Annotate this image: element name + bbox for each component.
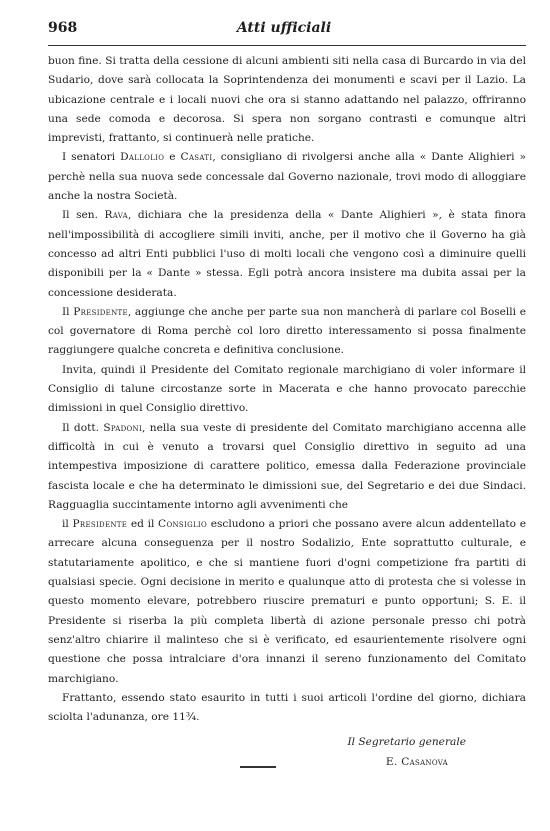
p4-text-b: , aggiunge che anche per parte sua non mancherà di parlare col Boselli e col governatore di Roma perchè col loro diretto interessamento si possa finalmente raggiungere qualche concreta e definitiva conclusione. [48, 305, 526, 357]
running-title: Atti ufficiali [236, 20, 332, 36]
paragraph-2 [48, 148, 526, 206]
p2-text-b: e [164, 151, 181, 164]
senator-dallolio: Dallolio [120, 151, 165, 164]
presidente-name-2: Presidente [72, 518, 128, 531]
header-rule [48, 45, 526, 46]
senator-rava: Rava [104, 209, 128, 222]
senator-casati: Casati [180, 151, 213, 164]
p6-text-a: Il dott. [62, 421, 104, 434]
page-number: 968 [48, 20, 78, 36]
consiglio-name: Consiglio [158, 518, 208, 531]
paragraph-8: Frattanto, essendo stato esaurito in tutti i suoi articoli l'ordine del giorno, dichiara sciolta l'adunanza, ore 11¾. [48, 691, 526, 724]
p6-text-b: , nella sua veste di presidente del Comitato marchigiano accenna alle difficoltà in cui è venuto a trovarsi quel Consiglio direttivo in seguito ad una intempestiva imposizione di carattere politico, emessa dalla Federazione provinciale fascista locale e che ha determinato le dimissioni sue, del Segretario e dei due Sindaci. Ragguaglia succintamente intorno agli avvenimenti che [48, 421, 526, 511]
paragraph-3 [48, 206, 526, 302]
presidente-name: Presidente [73, 305, 128, 318]
signature-title: Il Segretario generale [347, 736, 466, 749]
p3-text-b: , dichiara che la presidenza della « Dante Alighieri », è stata finora nell'impossibilità di accogliere simili inviti, anche, per il motivo che il Governo ha già concesso ad altri Enti pubblici l'uso di molti locali che vengono così a diminuire quelli disponibili per la « Dante » stessa. Egli potrà ancora insistere ma dubita assai per la concessione desiderata. [48, 209, 526, 299]
p3-text-a: Il sen. [62, 209, 105, 222]
paragraph-4 [48, 303, 526, 361]
paragraph-7 [48, 515, 526, 689]
paragraph-5: Invita, quindi il Presidente del Comitato regionale marchigiano di voler informare il Consiglio di talune circostanze sorte in Macerata e che hanno provocato parecchie dimissioni in quel Consiglio direttivo. [48, 363, 526, 415]
p4-text-a: Il [62, 305, 74, 318]
signature-block [48, 733, 526, 772]
signature-name: E. Casanova [385, 755, 448, 768]
p7-text-c: escludono a priori che possano avere alcun addentellato e arrecare alcuna conseguenza per il nostro Sodalizio, Ente soprattutto culturale, e statutariamente apolitico, e che si mantiene fuori d'ogni competizione fra partiti di qualsiasi specie. Ogni decisione in merito e qualunque atto di protesta che si volesse in questo momento elevare, potrebbero riuscire prematuri e punto opportuni; S. E. il Presidente si riserba la più completa libertà di azione personale presso chi potrà senz'altro chiarire il malinteso che si è verificato, ed esaurientemente risolvere ogni questione che possa intralciare d'ora innanzi il sereno funzionamento del Comitato marchigiano. [48, 518, 526, 685]
p7-text-a: il [62, 518, 73, 531]
dott-spadoni: Spadoni [103, 421, 143, 434]
document-body [48, 52, 526, 772]
paragraph-6 [48, 419, 526, 515]
paragraph-1: buon fine. Si tratta della cessione di alcuni ambienti siti nella casa di Burcardo in via del Sudario, dove sarà collocata la Soprintendenza dei monumenti e scavi per il Lazio. La ubicazione centrale e i locali nuovi che ora si stanno adattando nel palazzo, offriranno una sede comoda e decorosa. Si spera non sorgano contrasti e comunque altri imprevisti, frattanto, si continuerà nelle pratiche. [48, 55, 526, 145]
p7-text-b: ed il [127, 518, 159, 531]
end-rule [240, 766, 276, 768]
p2-text-c: , consigliano di rivolgersi anche alla « Dante Alighieri » perchè nella sua nuova sede concessale dal Governo nazionale, trovi modo di alloggiare anche la nostra Società. [48, 151, 526, 203]
p2-text-a: I senatori [62, 151, 121, 164]
page-header [48, 20, 520, 42]
